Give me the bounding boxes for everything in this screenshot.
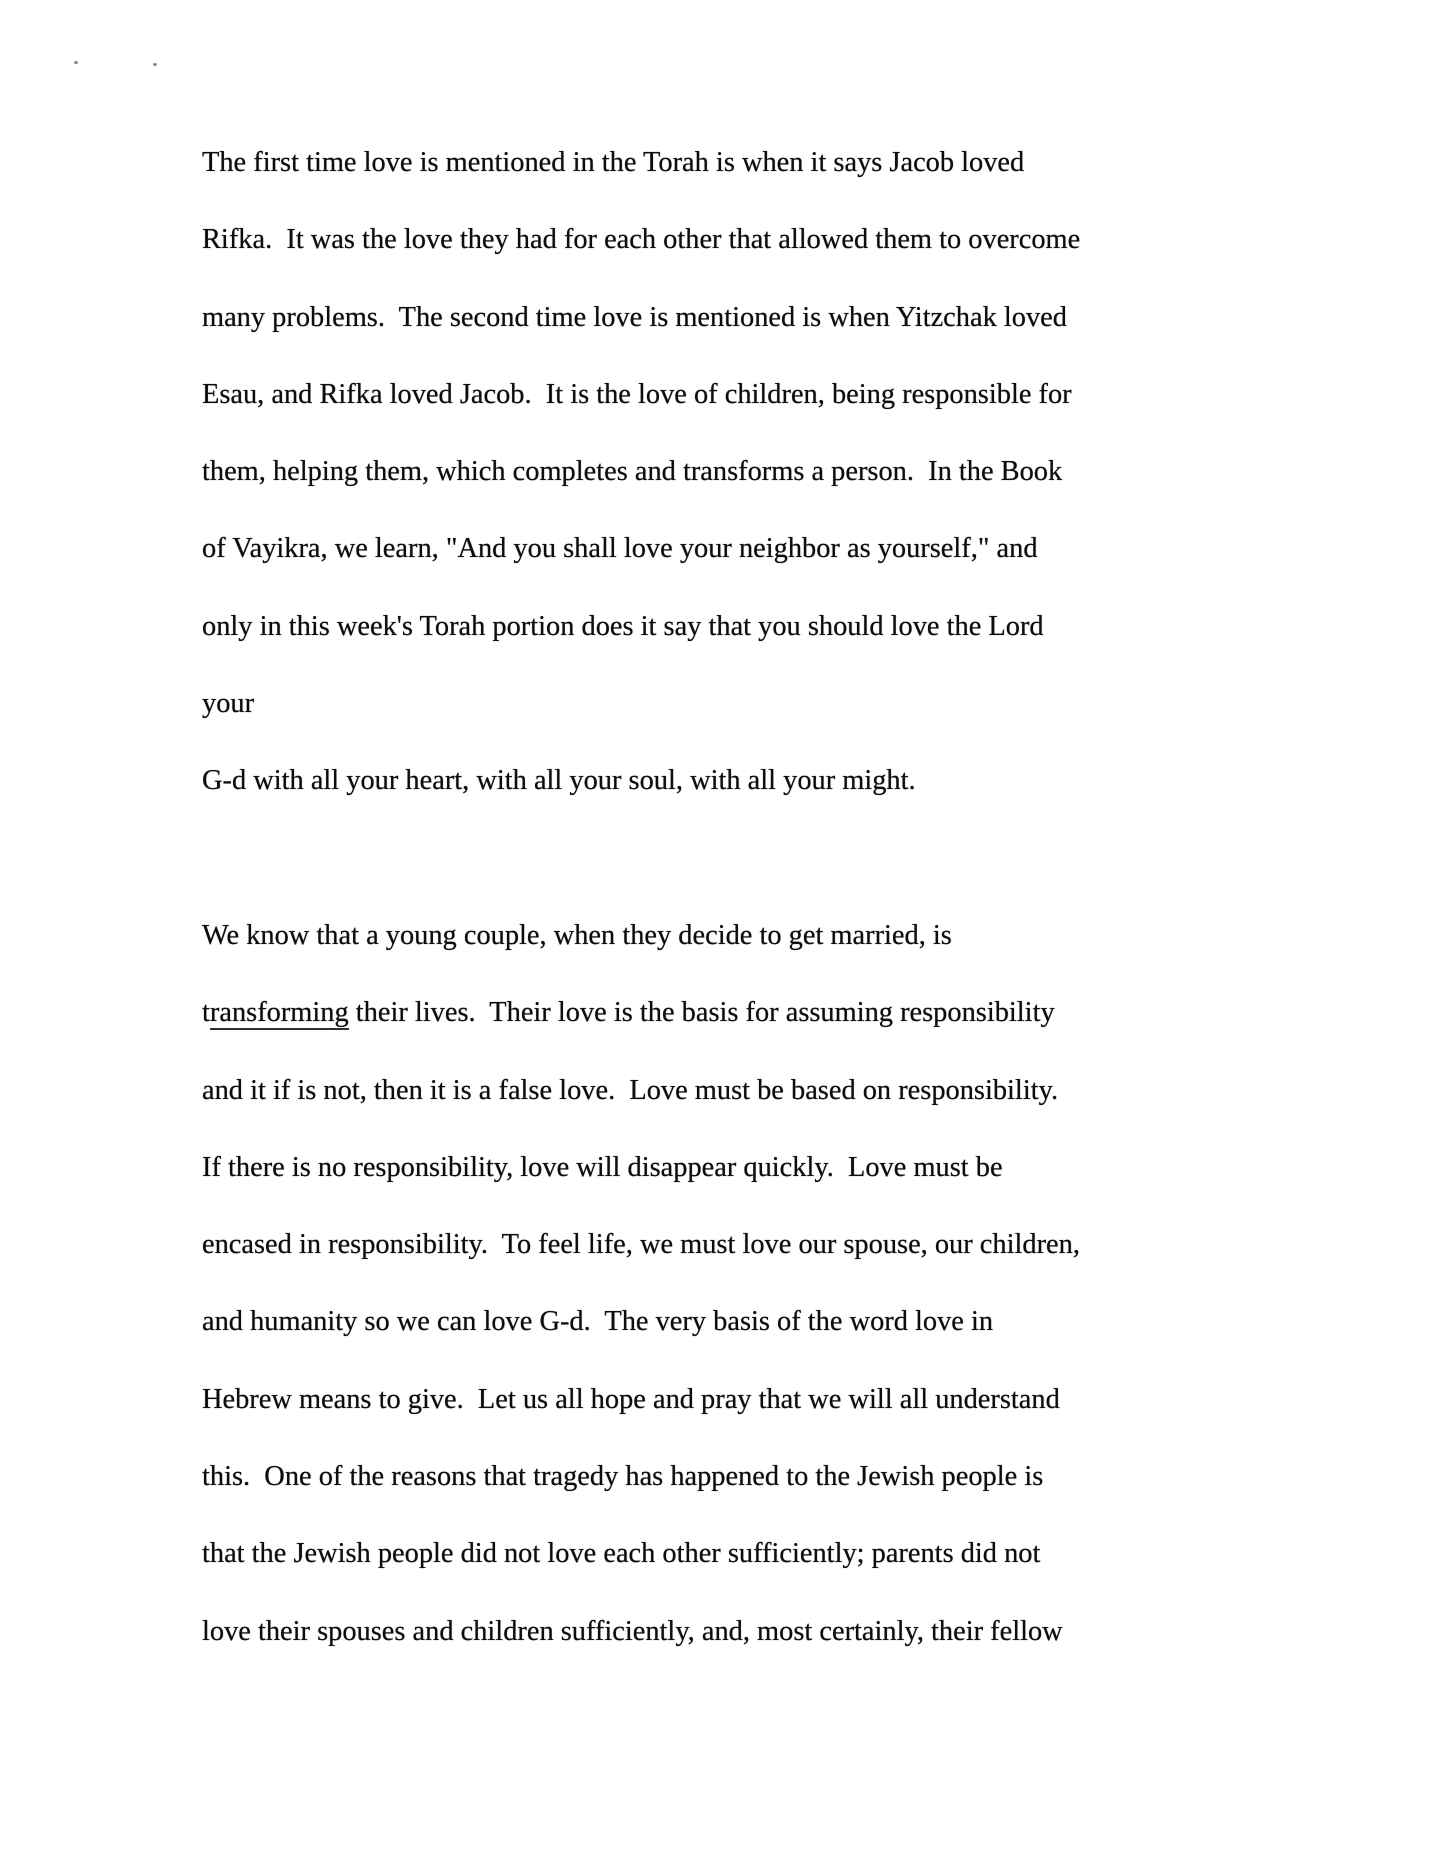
text-line: If there is no responsibility, love will disappear quickly. Love must be [202, 1151, 1003, 1183]
text-line: Esau, and Rifka loved Jacob. It is the love of children, being responsible for [202, 378, 1072, 410]
text-line: The first time love is mentioned in the Torah is when it says Jacob loved [202, 147, 1025, 178]
text-line: encased in responsibility. To feel life, we must love our spouse, our children, [202, 1229, 1080, 1261]
text-line: of Vayikra, we learn, "And you shall love your neighbor as yourself," and [202, 533, 1038, 565]
underlined-text: ransforming [209, 997, 349, 1029]
scan-artifact-dot [74, 61, 78, 64]
paragraph-torah-love [202, 124, 1262, 820]
text-line: only in this week's Torah portion does it say that you should love the Lord [202, 610, 1044, 642]
text-line: love their spouses and children sufficiently, and, most certainly, their fellow [202, 1615, 1063, 1647]
text-line: Hebrew means to give. Let us all hope and pray that we will all understand [202, 1383, 1060, 1415]
text-line: that the Jewish people did not love each other sufficiently; parents did not [202, 1538, 1041, 1570]
text-line: this. One of the reasons that tragedy has happened to the Jewish people is [202, 1461, 1044, 1493]
scan-artifact-dot [153, 63, 157, 66]
text-line: Rifka. It was the love they had for each other that allowed them to overcome [202, 224, 1081, 256]
text-line: We know that a young couple, when they decide to get married, is [202, 920, 952, 951]
text-line: many problems. The second time love is mentioned is when Yitzchak loved [202, 301, 1067, 333]
text-line: transforming their lives. Their love is the basis for assuming responsibility [202, 997, 1055, 1029]
text-line: your [202, 688, 255, 720]
text-line: and it if is not, then it is a false love. Love must be based on responsibility. [202, 1074, 1059, 1106]
text-line: them, helping them, which completes and transforms a person. In the Book [202, 456, 1063, 488]
paragraph-couple-responsibility [202, 897, 1262, 1670]
text-line: and humanity so we can love G-d. The very basis of the word love in [202, 1306, 994, 1338]
text-line: G-d with all your heart, with all your soul, with all your might. [202, 765, 916, 797]
